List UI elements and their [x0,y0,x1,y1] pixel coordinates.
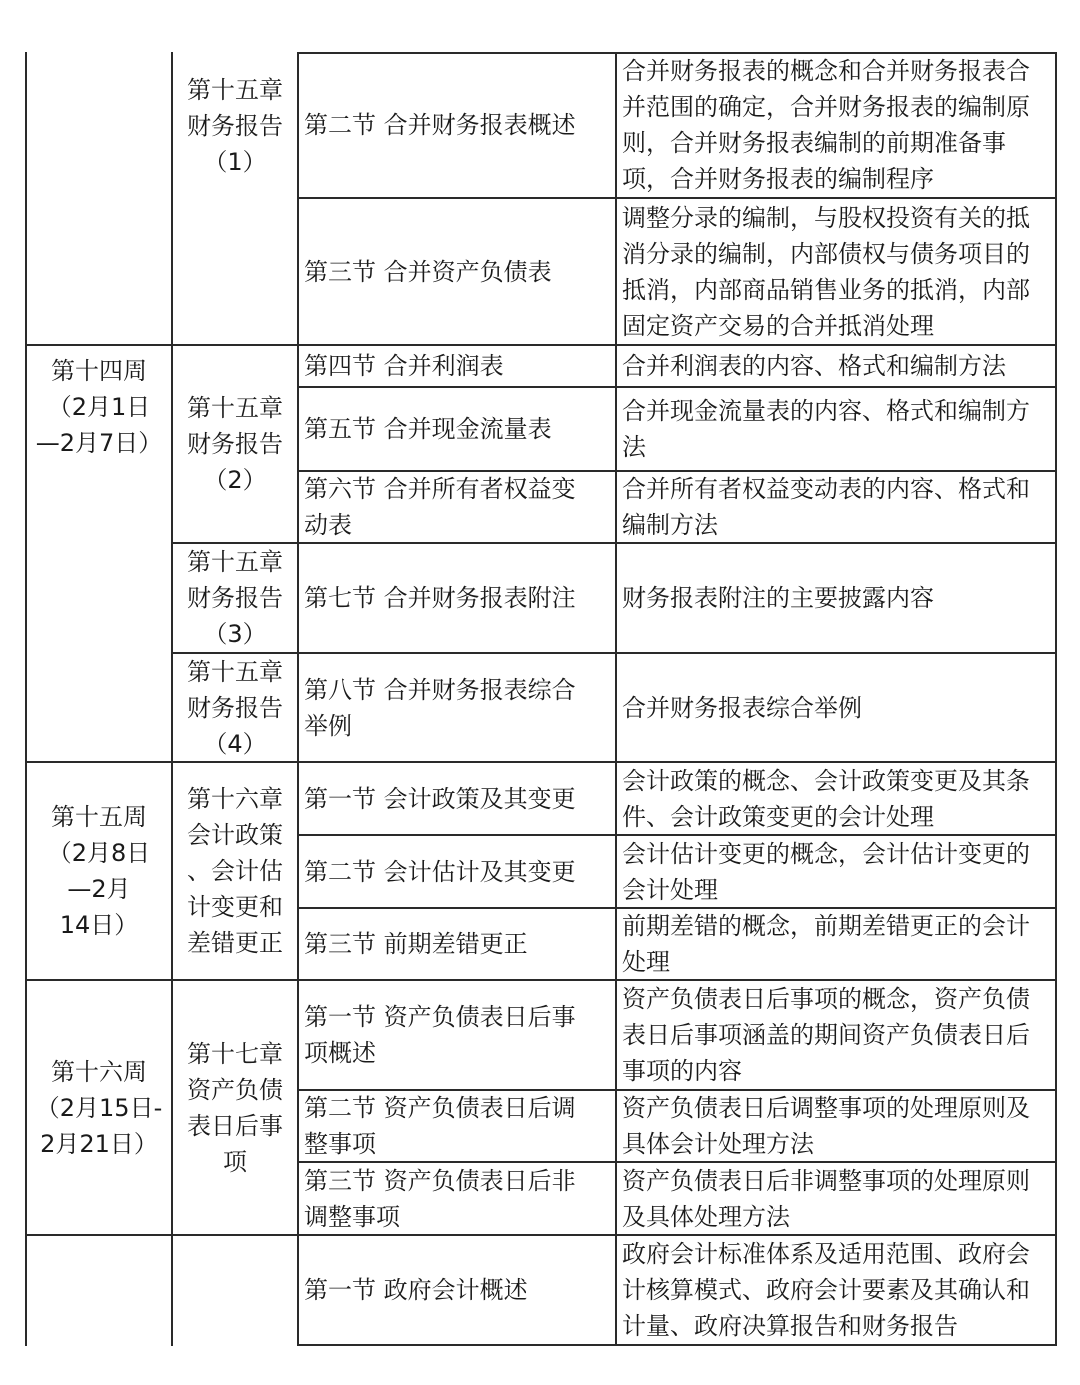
content-cell [616,52,1056,198]
table-border [297,834,1057,836]
section-label: 第二节 会计估计及其变更 [304,857,576,886]
content-text: 合并财务报表综合举例 [622,693,862,722]
section-cell [298,387,616,471]
week-label: 第十五周 （2月8日 —2月 14日） [47,803,151,939]
chapter-label: 第十六章 会计政策 、会计估 计变更和 差错更正 [187,785,283,957]
content-text: 合并利润表的内容、格式和编制方法 [622,352,1006,380]
content-cell [616,471,1056,543]
table-border [297,386,1057,388]
week-cell [26,980,172,1235]
content-cell [616,762,1056,835]
week-cell [26,52,172,762]
section-label: 第二节 合并财务报表概述 [304,111,576,139]
section-label: 第一节 会计政策及其变更 [304,784,576,813]
content-text: 资产负债表日后事项的概念，资产负债 表日后事项涵盖的期间资产负债表日后 事项的内容 [622,985,1030,1085]
section-label: 第三节 资产负债表日后非 调整事项 [304,1166,576,1231]
content-text: 合并所有者权益变动表的内容、格式和 编制方法 [622,475,1030,539]
content-text: 调整分录的编制，与股权投资有关的抵 消分录的编制，内部债权与债务项目的 抵消，内部商品销售业务的抵消，内部 固定资产交易的合并抵消处理 [622,203,1030,340]
section-cell [298,762,616,835]
content-cell [616,908,1056,980]
content-text: 合并财务报表的概念和合并财务报表合 并范围的确定，合并财务报表的编制原 则，合并财务报表编制的前期准备事 项，合并财务报表的编制程序 [622,57,1030,193]
table-border [297,1161,1057,1163]
chapter-cell [172,543,298,653]
section-cell [298,653,616,762]
section-label: 第七节 合并财务报表附注 [304,584,576,612]
section-cell [298,980,616,1090]
section-cell [298,345,616,387]
table-border [171,52,173,1346]
chapter-cell [172,52,298,202]
section-cell [298,52,616,198]
chapter-label: 第十五章 财务报告 （4） [187,657,283,758]
section-label: 第二节 资产负债表日后调 整事项 [304,1094,576,1158]
section-cell [298,471,616,543]
content-text: 政府会计标准体系及适用范围、政府会 计核算模式、政府会计要素及其确认和 计量、政府决算报告和财务报告 [622,1240,1030,1340]
content-text: 会计政策的概念、会计政策变更及其条 件、会计政策变更的会计处理 [622,766,1030,831]
content-text: 资产负债表日后调整事项的处理原则及 具体会计处理方法 [622,1094,1030,1158]
content-text: 前期差错的概念，前期差错更正的会计 处理 [622,912,1030,976]
section-label: 第六节 合并所有者权益变 动表 [304,475,576,539]
week-cell [26,762,172,980]
section-label: 第三节 合并资产负债表 [304,257,552,286]
content-text: 资产负债表日后非调整事项的处理原则 及具体处理方法 [622,1166,1030,1231]
section-label: 第一节 政府会计概述 [304,1276,528,1304]
content-cell [616,198,1056,345]
table-border [26,344,1057,346]
section-label: 第八节 合并财务报表综合 举例 [304,675,576,740]
chapter-label: 第十七章 资产负债 表日后事 项 [187,1039,283,1176]
table-border [297,1089,1057,1091]
content-cell [616,1235,1056,1345]
table-border [297,52,1057,54]
chapter-cell [172,980,298,1235]
chapter-label: 第十五章 财务报告 （2） [187,394,283,494]
section-cell [298,543,616,653]
section-cell [298,1090,616,1162]
chapter-cell [172,653,298,762]
chapter-label: 第十五章 财务报告 （3） [187,548,283,648]
table-border [172,652,1057,654]
table-border [297,197,1057,199]
table-border [26,1234,1057,1236]
table-border [26,761,1057,763]
content-text: 合并现金流量表的内容、格式和编制方 法 [622,397,1030,461]
content-text: 会计估计变更的概念，会计估计变更的 会计处理 [622,839,1030,904]
section-cell [298,198,616,345]
section-label: 第四节 合并利润表 [304,352,504,380]
chapter-cell [172,345,298,543]
table-border [297,52,299,1346]
section-label: 第一节 资产负债表日后事 项概述 [304,1003,576,1067]
table-border [26,979,1057,981]
content-cell [616,835,1056,908]
section-cell [298,1235,616,1345]
chapter-label: 第十五章 财务报告 （1） [187,76,283,176]
chapter-cell [172,1235,298,1345]
table-border [297,1344,1057,1346]
section-label: 第五节 合并现金流量表 [304,415,552,443]
table-border [297,907,1057,909]
content-cell [616,387,1056,471]
content-cell [616,980,1056,1090]
week-label: 第十四周 （2月1日 —2月7日） [35,357,163,457]
section-cell [298,908,616,980]
table-border [297,470,1057,472]
chapter-cell [172,762,298,980]
table-border [25,52,27,1346]
section-cell [298,835,616,908]
content-cell [616,345,1056,387]
content-cell [616,543,1056,653]
content-cell [616,1162,1056,1235]
content-text: 财务报表附注的主要披露内容 [622,584,934,612]
table-border [615,52,617,1346]
week-label: 第十六周 （2月15日- 2月21日） [35,1057,163,1158]
table-border [1055,52,1057,1346]
table-border [172,542,1057,544]
content-cell [616,1090,1056,1162]
week-cell [26,1235,172,1345]
section-cell [298,1162,616,1235]
content-cell [616,653,1056,762]
section-label: 第三节 前期差错更正 [304,930,528,958]
